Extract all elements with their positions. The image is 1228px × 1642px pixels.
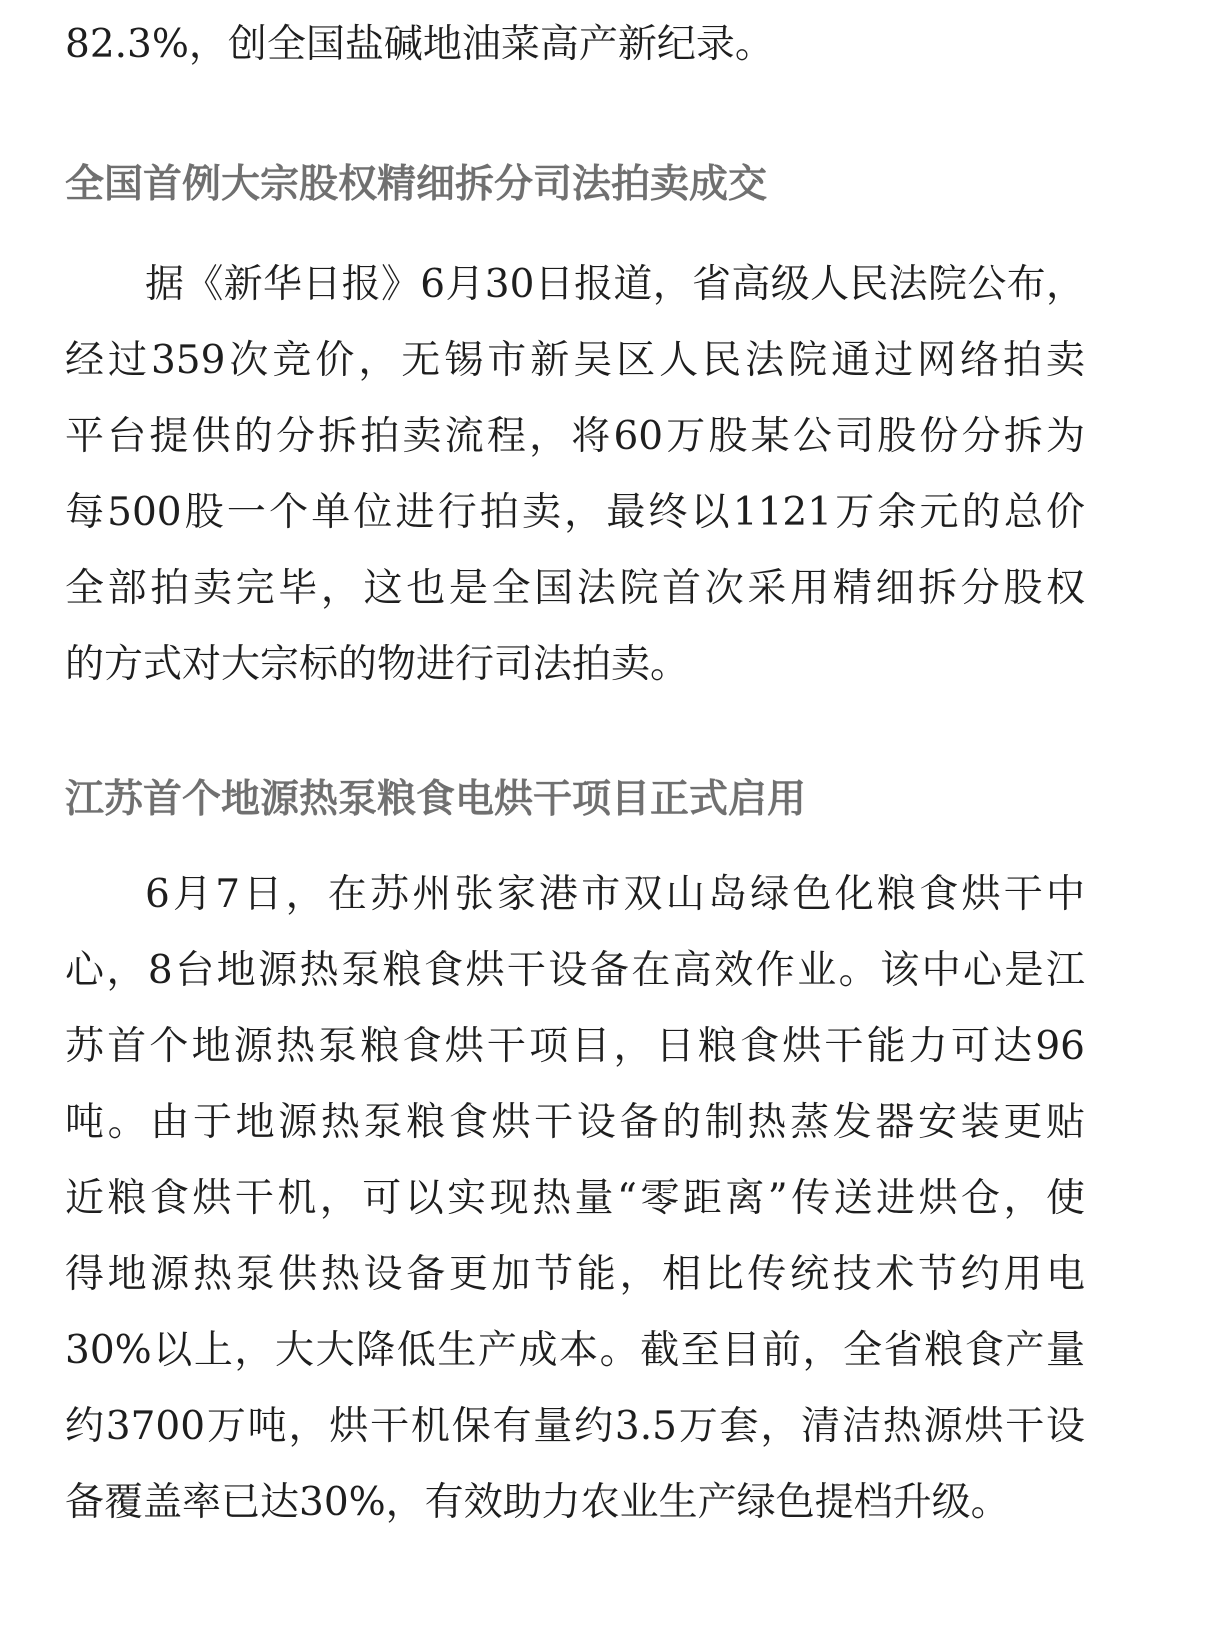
paragraph-line: 得地源热泵供热设备更加节能，相比传统技术节约用电 bbox=[65, 1252, 1085, 1297]
paragraph-line: 82.3%，创全国盐碱地油菜高产新纪录。 bbox=[65, 22, 774, 67]
article-paragraph bbox=[65, 247, 1085, 703]
section-heading-text: 江苏首个地源热泵粮食电烘干项目正式启用 bbox=[65, 777, 807, 822]
article-heading bbox=[65, 762, 1085, 838]
paragraph-line: 心，8台地源热泵粮食烘干设备在高效作业。该中心是江 bbox=[65, 948, 1085, 993]
paragraph-line: 约3700万吨，烘干机保有量约3.5万套，清洁热源烘干设 bbox=[65, 1404, 1085, 1449]
paragraph-line: 吨。由于地源热泵粮食烘干设备的制热蒸发器安装更贴 bbox=[65, 1100, 1085, 1145]
paragraph-line: 每500股一个单位进行拍卖，最终以1121万余元的总价 bbox=[65, 490, 1085, 535]
paragraph-line: 经过359次竞价，无锡市新吴区人民法院通过网络拍卖 bbox=[65, 338, 1085, 383]
paragraph-line: 6月7日，在苏州张家港市双山岛绿色化粮食烘干中 bbox=[145, 872, 1085, 917]
continuation-paragraph bbox=[65, 7, 1085, 83]
article-paragraph bbox=[65, 857, 1085, 1541]
paragraph-line: 备覆盖率已达30%，有效助力农业生产绿色提档升级。 bbox=[65, 1480, 1010, 1525]
section-heading-text: 全国首例大宗股权精细拆分司法拍卖成交 bbox=[65, 162, 768, 207]
paragraph-line: 近粮食烘干机，可以实现热量“零距离”传送进烘仓，使 bbox=[65, 1176, 1085, 1221]
paragraph-line: 全部拍卖完毕，这也是全国法院首次采用精细拆分股权 bbox=[65, 566, 1085, 611]
paragraph-line: 的方式对大宗标的物进行司法拍卖。 bbox=[65, 642, 690, 687]
paragraph-line: 30%以上，大大降低生产成本。截至目前，全省粮食产量 bbox=[65, 1328, 1085, 1373]
paragraph-line: 据《新华日报》6月30日报道，省高级人民法院公布， bbox=[145, 262, 1085, 307]
paragraph-line: 平台提供的分拆拍卖流程，将60万股某公司股份分拆为 bbox=[65, 414, 1085, 459]
paragraph-line: 苏首个地源热泵粮食烘干项目，日粮食烘干能力可达96 bbox=[65, 1024, 1085, 1069]
article-heading bbox=[65, 147, 1085, 223]
